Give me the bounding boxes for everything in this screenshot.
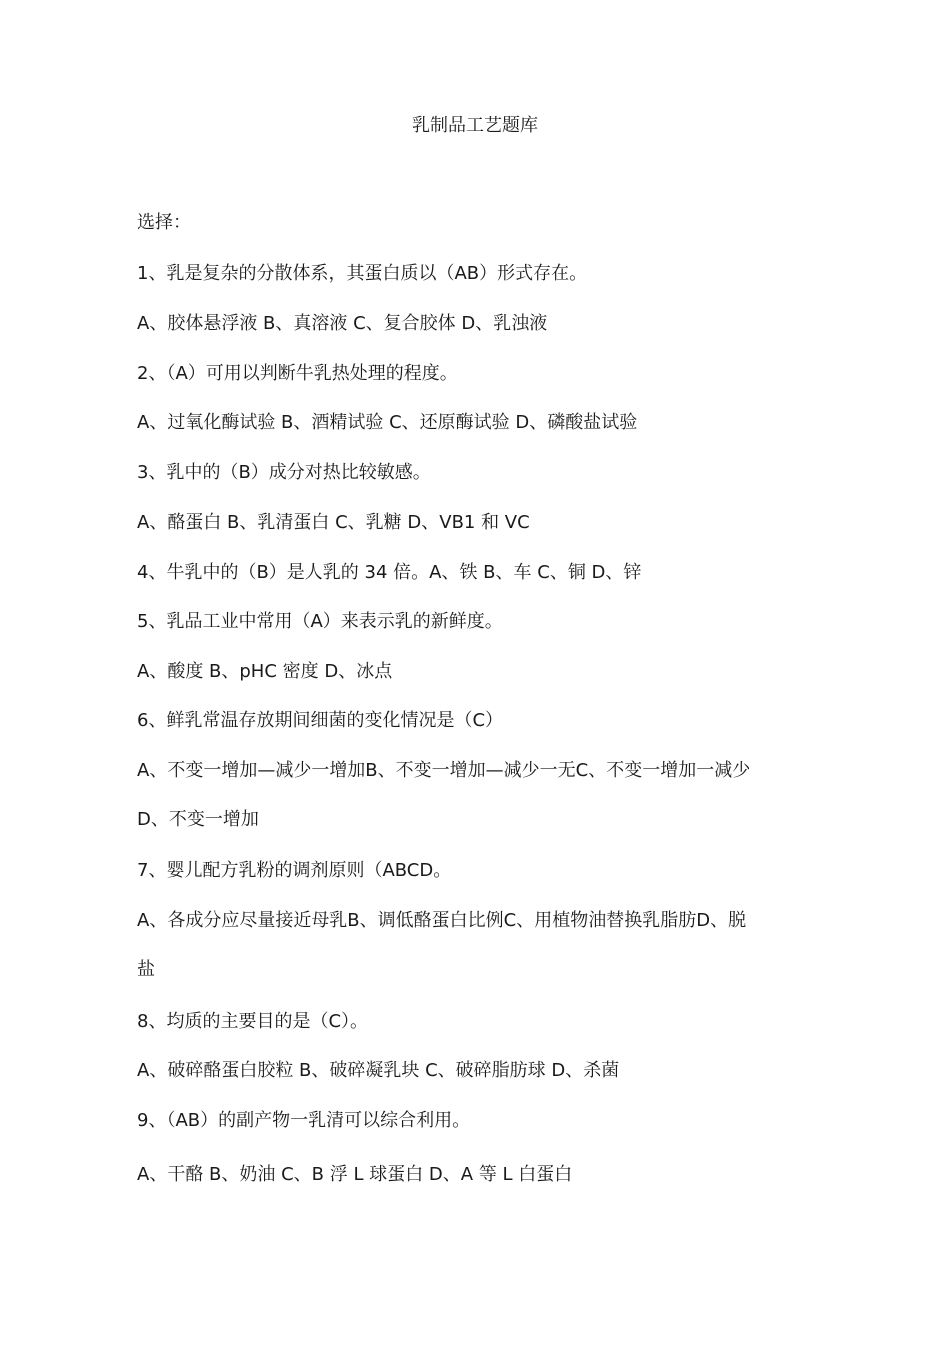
section-heading: 选择： bbox=[137, 212, 191, 233]
options-6: A、不变一增加—减少一增加B、不变一增加—减少一无C、不变一增加一减少 bbox=[137, 760, 751, 781]
options-7-continued: 盐 bbox=[137, 959, 155, 980]
question-4: 4、牛乳中的（B）是人乳的 34 倍。A、铁 B、车 C、铜 D、锌 bbox=[137, 562, 642, 583]
options-2: A、过氧化酶试验 B、酒精试验 C、还原酶试验 D、磷酸盐试验 bbox=[137, 412, 638, 433]
options-5: A、酸度 B、pHC 密度 D、冰点 bbox=[137, 661, 393, 682]
question-1: 1、乳是复杂的分散体系，其蛋白质以（AB）形式存在。 bbox=[137, 263, 588, 284]
options-1: A、胶体悬浮液 B、真溶液 C、复合胶体 D、乳浊液 bbox=[137, 313, 548, 334]
question-5: 5、乳品工业中常用（A）来表示乳的新鲜度。 bbox=[137, 611, 503, 632]
options-8: A、破碎酪蛋白胶粒 B、破碎凝乳块 C、破碎脂肪球 D、杀菌 bbox=[137, 1060, 620, 1081]
question-8: 8、均质的主要目的是（C）。 bbox=[137, 1011, 369, 1032]
options-6-continued: D、不变一增加 bbox=[137, 809, 259, 830]
options-7: A、各成分应尽量接近母乳B、调低酪蛋白比例C、用植物油替换乳脂肪D、脱 bbox=[137, 910, 747, 931]
options-9: A、干酪 B、奶油 C、B 浮 L 球蛋白 D、A 等 L 白蛋白 bbox=[137, 1164, 573, 1185]
question-3: 3、乳中的（B）成分对热比较敏感。 bbox=[137, 462, 431, 483]
question-7: 7、婴儿配方乳粉的调剂原则（ABCD。 bbox=[137, 860, 452, 881]
question-2: 2、（A）可用以判断牛乳热处理的程度。 bbox=[137, 363, 458, 384]
document-title: 乳制品工艺题库 bbox=[412, 115, 538, 136]
question-9: 9、（AB）的副产物一乳清可以综合利用。 bbox=[137, 1110, 471, 1131]
options-3: A、酪蛋白 B、乳清蛋白 C、乳糖 D、VB1 和 VC bbox=[137, 512, 530, 533]
question-6: 6、鲜乳常温存放期间细菌的变化情况是（C） bbox=[137, 710, 504, 731]
